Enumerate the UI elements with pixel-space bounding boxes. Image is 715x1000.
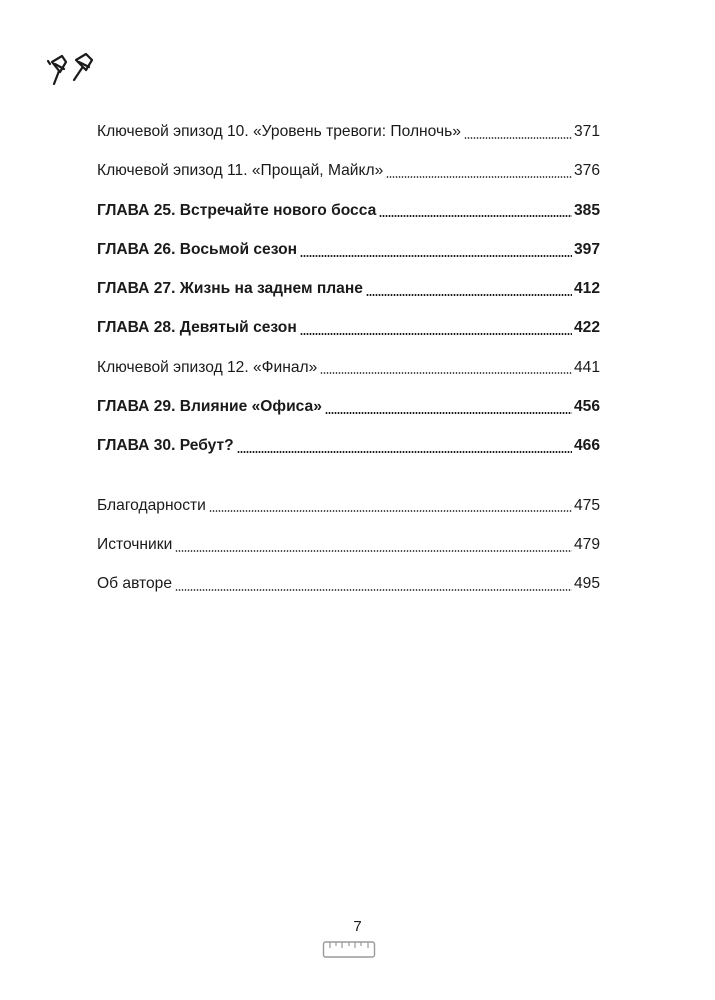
toc-entry-page: 466	[573, 437, 600, 455]
toc-entry-title	[97, 191, 376, 230]
toc-entry-title: Об авторе	[97, 575, 172, 593]
chapter-title: Девятый сезон	[179, 319, 297, 337]
toc-entry-title: Ключевой эпизод 12. «Финал»	[97, 358, 318, 376]
chapter-label: ГЛАВА 27.	[97, 280, 176, 298]
dot-leader	[237, 451, 572, 453]
toc-entry-page: 475	[573, 496, 600, 514]
toc-entry-title	[97, 269, 363, 308]
chapter-title: Жизнь на заднем плане	[179, 280, 363, 298]
chapter-label: ГЛАВА 26.	[97, 240, 176, 258]
dot-leader	[320, 372, 572, 374]
toc-entry	[97, 191, 600, 230]
dot-leader	[379, 215, 572, 217]
toc-entry-title	[97, 308, 297, 347]
toc-entry-title: Благодарности	[97, 496, 206, 514]
toc-entry-page: 385	[573, 201, 600, 219]
toc-entry-page: 371	[573, 123, 600, 140]
toc-entry	[97, 112, 600, 151]
toc-entry-title	[97, 426, 234, 465]
chapter-title: Встречайте нового босса	[179, 201, 377, 219]
toc-entry-title	[97, 230, 297, 269]
toc-entry-page: 479	[573, 535, 600, 553]
ruler-icon	[322, 940, 376, 960]
dot-leader	[386, 176, 572, 178]
toc-entry-page: 495	[573, 575, 600, 593]
chapter-title: Влияние «Офиса»	[179, 398, 322, 416]
toc-entry	[97, 269, 600, 308]
toc-entry	[97, 564, 600, 603]
toc-entry	[97, 486, 600, 525]
dot-leader	[464, 137, 572, 139]
toc-entry-title: Ключевой эпизод 10. «Уровень тревоги: Полночь»	[97, 123, 461, 140]
dot-leader	[175, 550, 572, 552]
pushpins-icon	[46, 50, 98, 94]
toc-entry-page: 397	[573, 240, 600, 258]
toc-group-gap	[97, 466, 600, 486]
toc-entry-page: 456	[573, 398, 600, 416]
chapter-label: ГЛАВА 28.	[97, 319, 176, 337]
dot-leader	[300, 255, 572, 257]
dot-leader	[209, 510, 572, 512]
toc-entry-title: Ключевой эпизод 11. «Прощай, Майкл»	[97, 162, 384, 180]
toc-entry	[97, 387, 600, 426]
chapter-title: Восьмой сезон	[179, 240, 298, 258]
table-of-contents	[97, 112, 600, 604]
toc-group-backmatter	[97, 486, 600, 604]
toc-entry	[97, 348, 600, 387]
toc-entry	[97, 525, 600, 564]
toc-entry-page: 376	[573, 162, 600, 180]
chapter-label: ГЛАВА 30.	[97, 437, 176, 455]
dot-leader	[325, 412, 572, 414]
toc-entry-page: 412	[573, 280, 600, 298]
dot-leader	[175, 589, 572, 591]
toc-entry	[97, 151, 600, 190]
toc-entry-page: 441	[573, 358, 600, 376]
page-number: 7	[353, 918, 362, 935]
chapter-label: ГЛАВА 25.	[97, 201, 176, 219]
toc-entry	[97, 426, 600, 465]
dot-leader	[300, 333, 572, 335]
toc-entry	[97, 230, 600, 269]
toc-entry-title	[97, 387, 322, 426]
toc-group-main	[97, 112, 600, 466]
toc-entry-title: Источники	[97, 535, 173, 553]
toc-entry	[97, 308, 600, 347]
chapter-label: ГЛАВА 29.	[97, 398, 176, 416]
dot-leader	[366, 294, 572, 296]
toc-entry-page: 422	[573, 319, 600, 337]
chapter-title: Ребут?	[179, 437, 234, 455]
